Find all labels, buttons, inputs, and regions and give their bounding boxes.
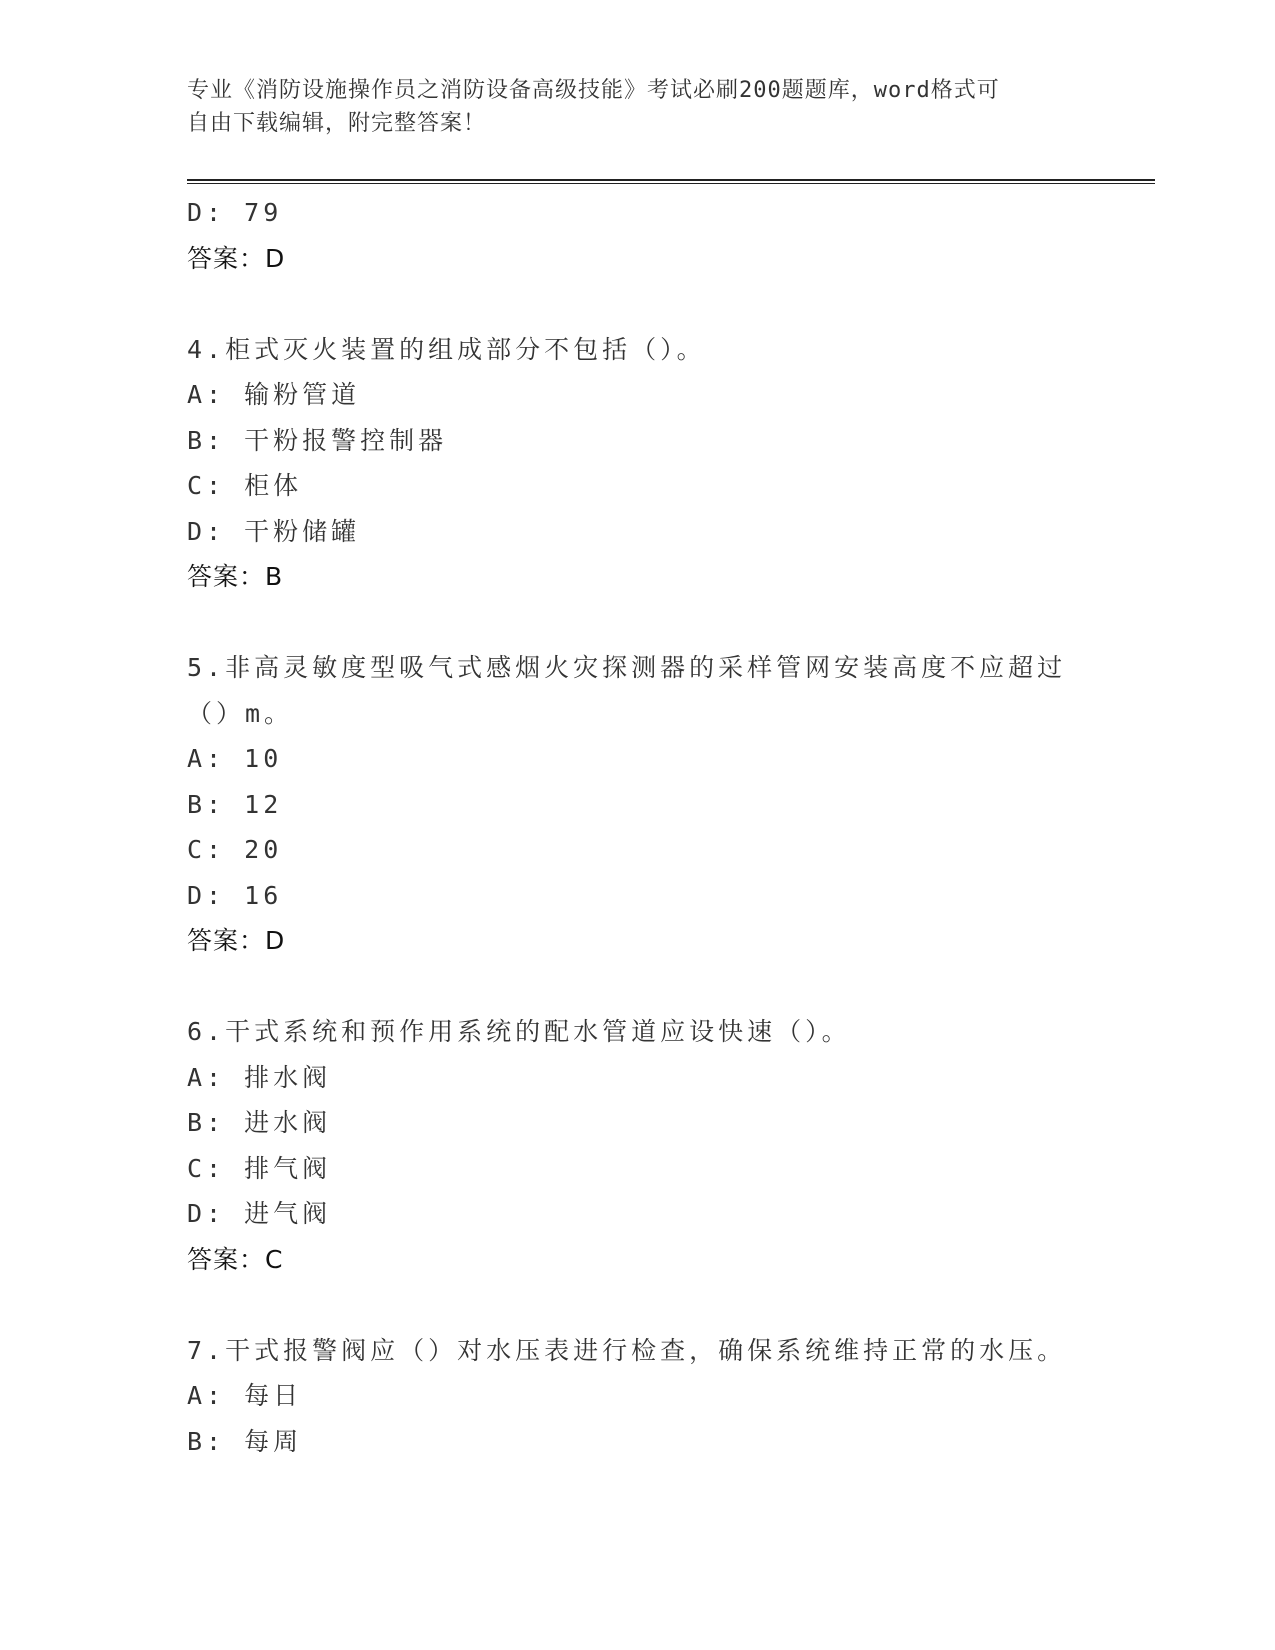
answer-line: 答案：D <box>187 926 286 955</box>
question-text: 4.柜式灭火装置的组成部分不包括（）。 <box>187 334 706 364</box>
option-a: A: 每日 <box>187 1381 303 1410</box>
option-d: D: 进气阀 <box>187 1199 332 1228</box>
option-b: B: 12 <box>187 789 283 819</box>
option-c: C: 20 <box>187 835 283 864</box>
option-b: B: 干粉报警控制器 <box>187 425 448 455</box>
option-d: D: 16 <box>187 880 283 910</box>
question-block-4 <box>187 327 1067 600</box>
option-a: A: 排水阀 <box>187 1062 332 1092</box>
answer-line: 答案：D <box>187 243 286 273</box>
document-header <box>187 74 1067 140</box>
option-c: C: 柜体 <box>187 471 303 500</box>
question-block-6 <box>187 1009 1067 1282</box>
question-list <box>187 190 1067 1464</box>
option-d: D: 79 <box>187 198 283 227</box>
spacer <box>187 964 1067 1010</box>
header-line-2: 自由下载编辑，附完整答案！ <box>187 111 487 136</box>
option-d: D: 干粉储罐 <box>187 516 361 546</box>
answer-line: 答案：C <box>187 1244 284 1274</box>
header-line-1: 专业《消防设施操作员之消防设备高级技能》考试必刷200题题库，word格式可 <box>187 78 1000 103</box>
spacer <box>187 1282 1067 1328</box>
header-divider-thin <box>187 183 1155 184</box>
option-c: C: 排气阀 <box>187 1153 332 1183</box>
question-block-7 <box>187 1328 1067 1465</box>
option-a: A: 输粉管道 <box>187 380 361 409</box>
answer-line: 答案：B <box>187 562 284 591</box>
question-text: 7.干式报警阀应（）对水压表进行检查，确保系统维持正常的水压。 <box>187 1335 1067 1365</box>
question-text: 5.非高灵敏度型吸气式感烟火灾探测器的采样管网安装高度不应超过 <box>187 653 1067 682</box>
option-a: A: 10 <box>187 744 283 773</box>
question-block-5 <box>187 645 1067 964</box>
spacer <box>187 600 1067 646</box>
question-block-3 <box>187 190 1067 281</box>
spacer <box>187 281 1067 327</box>
header-divider-thick <box>187 179 1155 181</box>
question-text-continued: （）m。 <box>187 698 294 728</box>
question-text: 6.干式系统和预作用系统的配水管道应设快速（）。 <box>187 1017 851 1046</box>
option-b: B: 每周 <box>187 1426 303 1456</box>
option-b: B: 进水阀 <box>187 1108 332 1137</box>
